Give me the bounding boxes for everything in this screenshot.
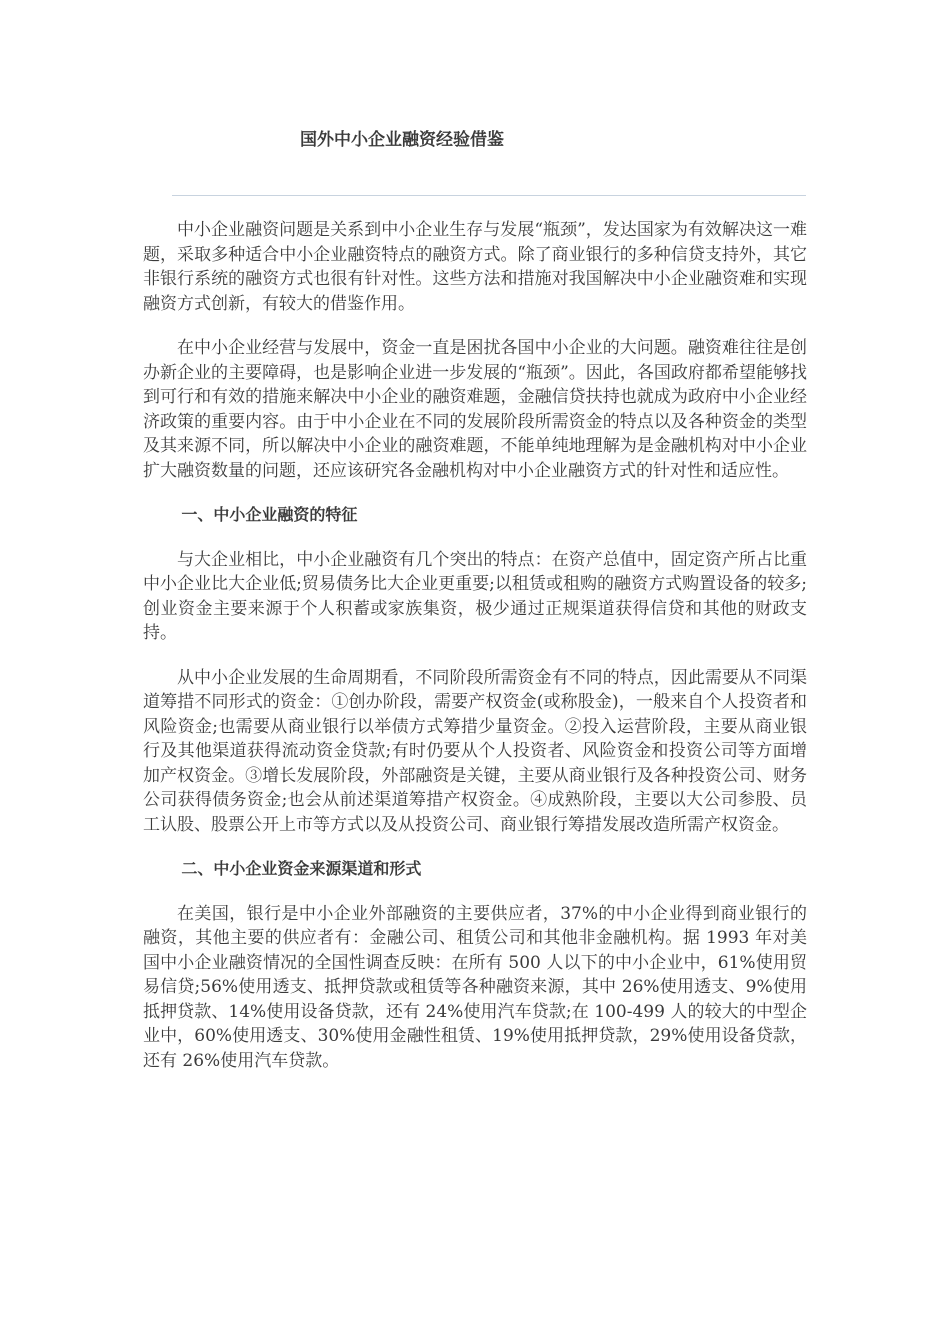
paragraph-intro: 中小企业融资问题是关系到中小企业生存与发展“瓶颈”，发达国家为有效解决这一难题，采取多种适合中小企业融资特点的融资方式。除了商业银行的多种信贷支持外，其它非银行系统的融资方式也很有针对性。这些方法和措施对我国解决中小企业融资难和实现融资方式创新，有较大的借鉴作用。 — [143, 220, 807, 314]
paragraph-features: 与大企业相比，中小企业融资有几个突出的特点：在资产总值中，固定资产所占比重中小企业比大企业低;贸易债务比大企业更重要;以租赁或租购的融资方式购置设备的较多;创业资金主要来源于个人积蓄或家族集资，极少通过正规渠道获得信贷和其他的财政支持。 — [143, 549, 807, 643]
paragraph-lifecycle: 从中小企业发展的生命周期看，不同阶段所需资金有不同的特点，因此需要从不同渠道筹措不同形式的资金：①创办阶段，需要产权资金(或称股金)，一般来自个人投资者和风险资金;也需要从商业银行以举债方式筹措少量资金。②投入运营阶段，主要从商业银行及其他渠道获得流动资金贷款;有时仍要从个人投资者、风险资金和投资公司等方面增加产权资金。③增长发展阶段，外部融资是关键，主要从商业银行及各种投资公司、财务公司获得债务资金;也会从前述渠道筹措产权资金。④成熟阶段，主要以大公司参股、员工认股、股票公开上市等方式以及从投资公司、商业银行筹措发展改造所需产权资金。 — [143, 667, 807, 835]
document-title: 国外中小企业融资经验借鉴 — [300, 130, 504, 150]
paragraph-context: 在中小企业经营与发展中，资金一直是困扰各国中小企业的大问题。融资难往往是创办新企业的主要障碍，也是影响企业进一步发展的“瓶颈”。因此，各国政府都希望能够找到可行和有效的措施来解决中小企业的融资难题，金融信贷扶持也就成为政府中小企业经济政策的重要内容。由于中小企业在不同的发展阶段所需资金的特点以及各种资金的类型及其来源不同，所以解决中小企业的融资难题，不能单纯地理解为是金融机构对中小企业扩大融资数量的问题，还应该研究各金融机构对中小企业融资方式的针对性和适应性。 — [143, 338, 807, 481]
document-body — [143, 218, 807, 1093]
section-heading-2: 二、中小企业资金来源渠道和形式 — [181, 859, 422, 878]
paragraph-usa: 在美国，银行是中小企业外部融资的主要供应者，37%的中小企业得到商业银行的融资，其他主要的供应者有：金融公司、租赁公司和其他非金融机构。据 1993 年对美国中小企业融资情况的全国性调查反映：在所有 500 人以下的中小企业中，61%使用贸易信贷;56%使用透支、抵押贷款或租赁等各种融资来源，其中 26%使用透支、9%使用抵押贷款、14%使用设备贷款，还有 24%使用汽车贷款;在 100-499 人的较大的中型企业中，60%使用透支、30%使用金融性租赁、19%使用抵押贷款，29%使用设备贷款，还有 26%使用汽车贷款。 — [143, 903, 807, 1071]
section-heading-1: 一、中小企业融资的特征 — [181, 505, 358, 524]
title-divider — [172, 195, 806, 196]
